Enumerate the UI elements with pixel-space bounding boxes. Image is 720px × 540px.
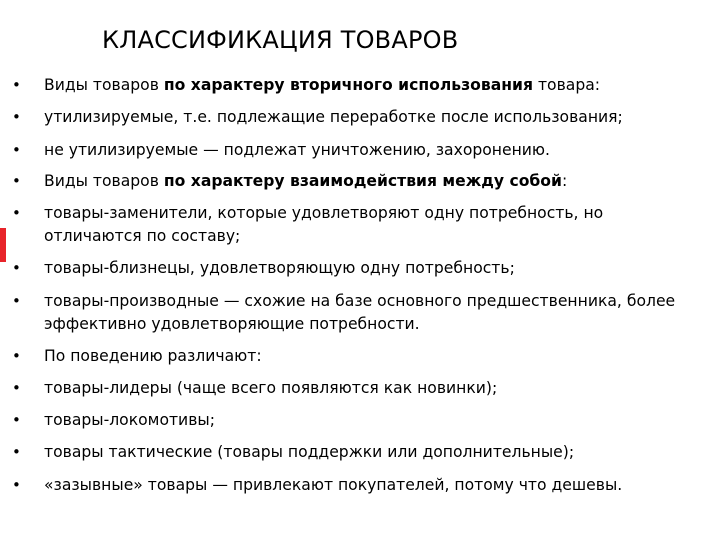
bullet-dot: • xyxy=(12,411,21,429)
bullet-dot: • xyxy=(12,204,21,222)
list-item-text: товары-близнецы, удовлетворяющую одну потребность; xyxy=(44,259,515,277)
list-item-text: товары тактические (товары поддержки или дополнительные); xyxy=(44,443,575,461)
list-item-text: «зазывные» товары — привлекают покупателей, потому что дешевы. xyxy=(44,476,623,494)
list-item-text: Виды товаров по характеру вторичного использования товара: xyxy=(44,76,601,94)
bullet-dot: • xyxy=(12,172,21,190)
list-item-text: товары-лидеры (чаще всего появляются как новинки); xyxy=(44,379,498,397)
list-item-text: Виды товаров по характеру взаимодействия между собой: xyxy=(44,172,568,190)
bullet-dot: • xyxy=(12,259,21,277)
bullet-dot: • xyxy=(12,292,21,310)
bullet-dot: • xyxy=(12,108,21,126)
list-item-text: товары-локомотивы; xyxy=(44,411,215,429)
list-item-text: утилизируемые, т.е. подлежащие переработке после использования; xyxy=(44,108,623,126)
bullet-dot: • xyxy=(12,476,21,494)
list-item-text: товары-производные — схожие на базе основного предшественника, более эффективно удовлетворяющие потребности. xyxy=(44,292,676,333)
red-accent-marker xyxy=(0,228,6,262)
bullet-dot: • xyxy=(12,141,21,159)
list-item-text: товары-заменители, которые удовлетворяют одну потребность, но отличаются по составу; xyxy=(44,204,604,245)
bullet-dot: • xyxy=(12,76,21,94)
bullet-dot: • xyxy=(12,347,21,365)
list-item-text: По поведению различают: xyxy=(44,347,262,365)
list-item-text: не утилизируемые — подлежат уничтожению, захоронению. xyxy=(44,141,551,159)
bullet-dot: • xyxy=(12,379,21,397)
slide-title: КЛАССИФИКАЦИЯ ТОВАРОВ xyxy=(102,26,459,54)
bullet-dot: • xyxy=(12,443,21,461)
